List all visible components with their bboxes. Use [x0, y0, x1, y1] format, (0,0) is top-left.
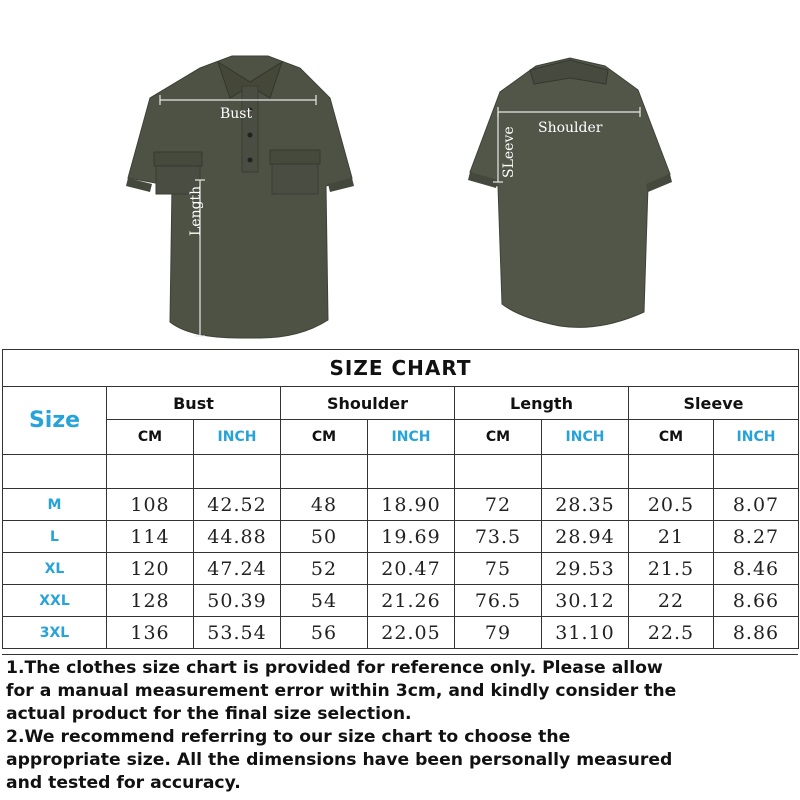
table-row: [3, 489, 799, 521]
length-cm-cell: 72: [455, 489, 542, 521]
length-measure-label: Length: [188, 185, 204, 236]
table-row: [3, 617, 799, 649]
sleeve-inch-cell: 8.66: [714, 585, 799, 617]
bust-cm-cell: 128: [107, 585, 194, 617]
blank-cell: [368, 455, 455, 489]
blank-cell: [194, 455, 281, 489]
sleeve-cm-cell: 21.5: [629, 553, 714, 585]
bust-cm-cell: 108: [107, 489, 194, 521]
shoulder-inch-cell: 21.26: [368, 585, 455, 617]
blank-cell: [714, 455, 799, 489]
sleeve-measure-label: SLeeve: [501, 126, 517, 178]
size-chart-table: [2, 349, 799, 649]
length-inch-cell: 29.53: [542, 553, 629, 585]
bust-inch-cell: 44.88: [194, 521, 281, 553]
garment-illustrations: [0, 0, 800, 348]
sleeve-cm-cell: 20.5: [629, 489, 714, 521]
garment-svg: [0, 0, 800, 348]
front-shirt-image: [126, 56, 354, 338]
size-label: M: [3, 489, 107, 521]
note-line: for a manual measurement error within 3cm, and kindly consider the: [6, 681, 677, 701]
note-line: 2.We recommend referring to our size chart to choose the: [6, 727, 571, 747]
bust-inch-cell: 53.54: [194, 617, 281, 649]
sleeve-inch-cell: 8.86: [714, 617, 799, 649]
bust-cm-cell: 120: [107, 553, 194, 585]
group-header-length: Length: [455, 387, 629, 420]
bust-inch-cell: 47.24: [194, 553, 281, 585]
unit-cm-header: CM: [281, 420, 368, 455]
shoulder-inch-cell: 20.47: [368, 553, 455, 585]
shoulder-cm-cell: 52: [281, 553, 368, 585]
blank-cell: [629, 455, 714, 489]
note-line: actual product for the final size selection.: [6, 704, 412, 724]
bust-measure-label: Bust: [220, 106, 253, 122]
blank-cell: [107, 455, 194, 489]
shoulder-cm-cell: 56: [281, 617, 368, 649]
shoulder-inch-cell: 22.05: [368, 617, 455, 649]
unit-cm-header: CM: [107, 420, 194, 455]
table-row: [3, 553, 799, 585]
note-line: and tested for accuracy.: [6, 773, 241, 793]
sleeve-inch-cell: 8.46: [714, 553, 799, 585]
blank-cell: [542, 455, 629, 489]
sleeve-cm-cell: 21: [629, 521, 714, 553]
length-cm-cell: 79: [455, 617, 542, 649]
length-cm-cell: 75: [455, 553, 542, 585]
sleeve-inch-cell: 8.07: [714, 489, 799, 521]
group-header-shoulder: Shoulder: [281, 387, 455, 420]
unit-inch-header: INCH: [542, 420, 629, 455]
length-cm-cell: 73.5: [455, 521, 542, 553]
shoulder-inch-cell: 19.69: [368, 521, 455, 553]
shoulder-measure-label: Shoulder: [538, 120, 603, 136]
length-inch-cell: 31.10: [542, 617, 629, 649]
unit-cm-header: CM: [455, 420, 542, 455]
note-line: 1.The clothes size chart is provided for reference only. Please allow: [6, 658, 663, 678]
shoulder-cm-cell: 48: [281, 489, 368, 521]
group-header-sleeve: Sleeve: [629, 387, 799, 420]
group-header-bust: Bust: [107, 387, 281, 420]
chart-title: SIZE CHART: [3, 350, 799, 387]
length-cm-cell: 76.5: [455, 585, 542, 617]
length-inch-cell: 28.94: [542, 521, 629, 553]
note-line: appropriate size. All the dimensions have been personally measured: [6, 750, 673, 770]
bust-cm-cell: 114: [107, 521, 194, 553]
size-column-header: Size: [3, 387, 107, 455]
unit-cm-header: CM: [629, 420, 714, 455]
length-inch-cell: 28.35: [542, 489, 629, 521]
sleeve-cm-cell: 22: [629, 585, 714, 617]
bust-cm-cell: 136: [107, 617, 194, 649]
size-label: XXL: [3, 585, 107, 617]
shoulder-inch-cell: 18.90: [368, 489, 455, 521]
bust-inch-cell: 50.39: [194, 585, 281, 617]
table-row: [3, 585, 799, 617]
blank-cell: [281, 455, 368, 489]
blank-cell: [3, 455, 107, 489]
blank-cell: [455, 455, 542, 489]
size-label: L: [3, 521, 107, 553]
size-label: XL: [3, 553, 107, 585]
size-label: 3XL: [3, 617, 107, 649]
unit-inch-header: INCH: [714, 420, 799, 455]
bust-inch-cell: 42.52: [194, 489, 281, 521]
unit-inch-header: INCH: [368, 420, 455, 455]
blank-row: [3, 455, 799, 489]
size-chart-notes: [2, 654, 798, 798]
unit-inch-header: INCH: [194, 420, 281, 455]
table-row: [3, 521, 799, 553]
shoulder-cm-cell: 50: [281, 521, 368, 553]
sleeve-cm-cell: 22.5: [629, 617, 714, 649]
sleeve-inch-cell: 8.27: [714, 521, 799, 553]
back-shirt-image: [468, 58, 672, 327]
shoulder-cm-cell: 54: [281, 585, 368, 617]
length-inch-cell: 30.12: [542, 585, 629, 617]
